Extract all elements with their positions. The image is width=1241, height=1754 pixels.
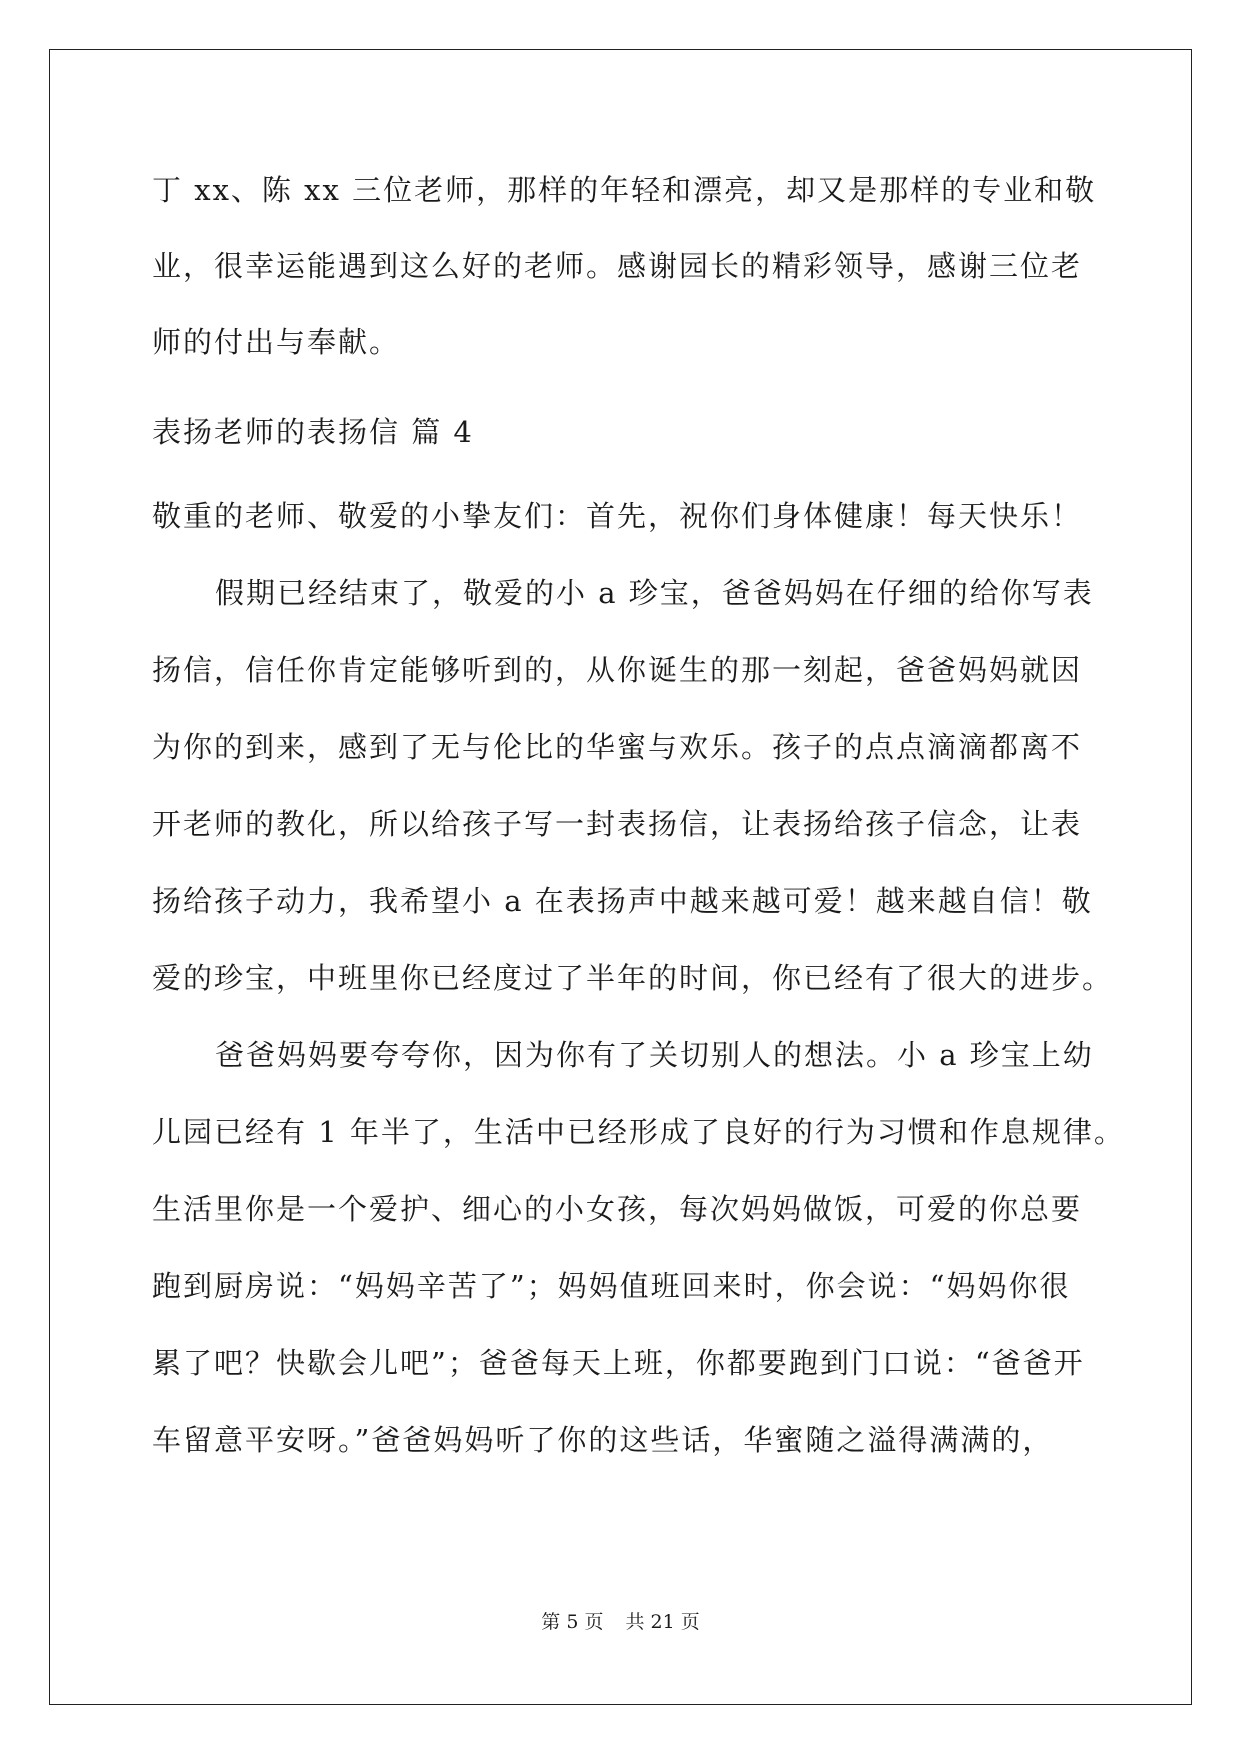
paragraph-line: 业，很幸运能遇到这么好的老师。感谢园长的精彩领导，感谢三位老 <box>152 249 1083 283</box>
paragraph-line: 爸爸妈妈要夸夸你，因为你有了关切别人的想法。小 a 珍宝上幼 <box>215 1038 1094 1072</box>
paragraph-line: 假期已经结束了，敬爱的小 a 珍宝，爸爸妈妈在仔细的给你写表 <box>215 576 1094 610</box>
paragraph-line: 爱的珍宝，中班里你已经度过了半年的时间，你已经有了很大的进步。 <box>152 961 1114 995</box>
paragraph-line: 生活里你是一个爱护、细心的小女孩，每次妈妈做饭，可爱的你总要 <box>152 1192 1083 1226</box>
page-footer <box>0 1610 1241 1634</box>
paragraph-line: 为你的到来，感到了无与伦比的华蜜与欢乐。孩子的点点滴滴都离不 <box>152 730 1083 764</box>
paragraph-line: 师的付出与奉献。 <box>152 325 401 359</box>
page-number: 第 5 页 <box>541 1611 604 1633</box>
paragraph-line: 丁 xx、陈 xx 三位老师，那样的年轻和漂亮，却又是那样的专业和敬 <box>152 173 1097 207</box>
paragraph-line: 跑到厨房说：“妈妈辛苦了”；妈妈值班回来时，你会说：“妈妈你很 <box>152 1269 1071 1303</box>
paragraph-line: 儿园已经有 1 年半了，生活中已经形成了良好的行为习惯和作息规律。 <box>152 1115 1125 1149</box>
paragraph-line: 车留意平安呀。”爸爸妈妈听了你的这些话，华蜜随之溢得满满的， <box>152 1423 1054 1457</box>
section-heading: 表扬老师的表扬信 篇 4 <box>152 415 474 449</box>
page-total: 共 21 页 <box>625 1611 700 1633</box>
paragraph-line: 扬给孩子动力，我希望小 a 在表扬声中越来越可爱！越来越自信！敬 <box>152 884 1093 918</box>
salutation-line: 敬重的老师、敬爱的小挚友们：首先，祝你们身体健康！每天快乐！ <box>152 499 1083 533</box>
paragraph-line: 开老师的教化，所以给孩子写一封表扬信，让表扬给孩子信念，让表 <box>152 807 1083 841</box>
paragraph-line: 累了吧？快歇会儿吧”；爸爸每天上班，你都要跑到门口说：“爸爸开 <box>152 1346 1085 1380</box>
paragraph-line: 扬信，信任你肯定能够听到的，从你诞生的那一刻起，爸爸妈妈就因 <box>152 653 1083 687</box>
